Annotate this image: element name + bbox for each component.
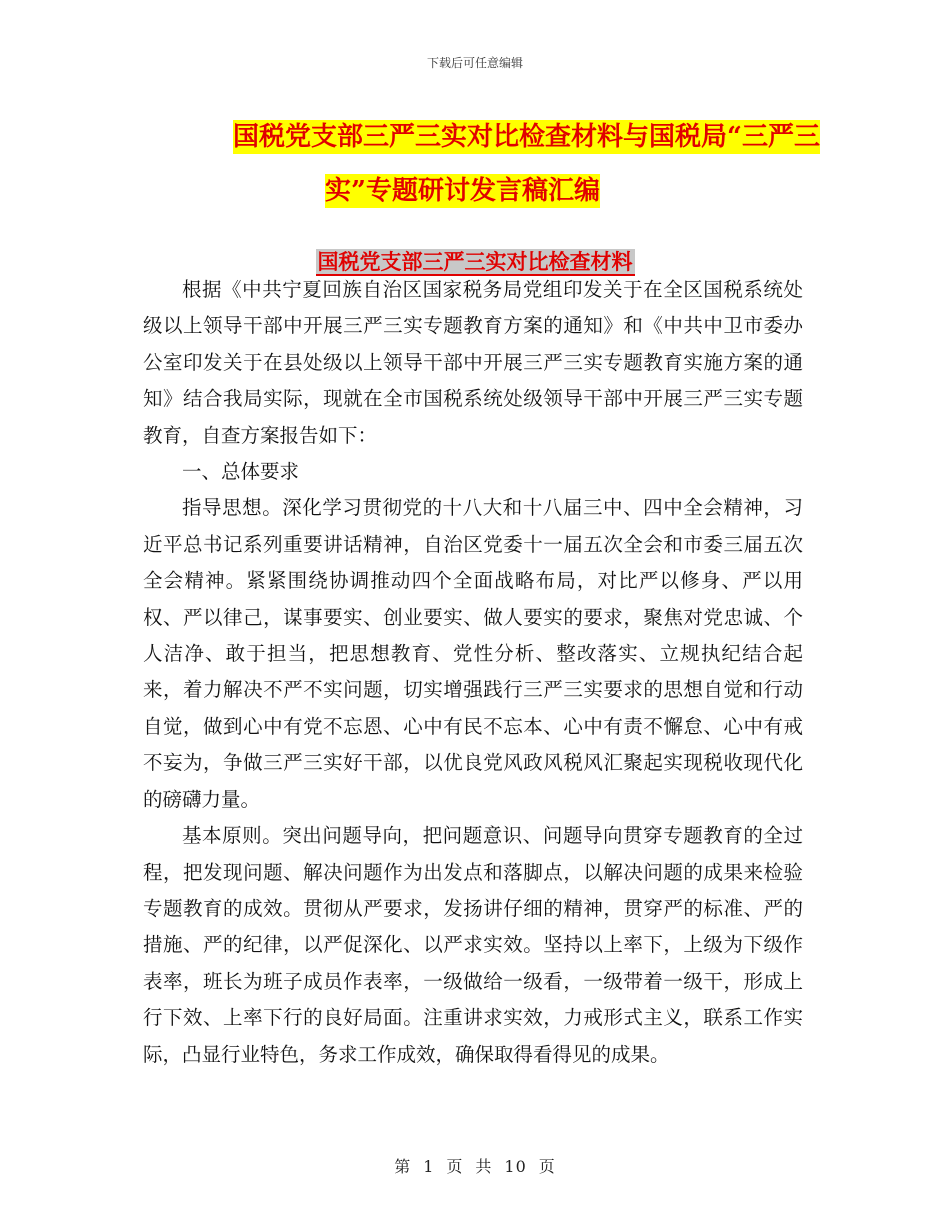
header-note: 下载后可任意编辑 xyxy=(426,56,523,70)
footer-page-word: 页 xyxy=(446,1157,464,1176)
title-line-2-text: 实”专题研讨发言稿汇编 xyxy=(325,176,600,206)
page-footer xyxy=(0,1154,950,1177)
section-title-text: 国税党支部三严三实对比检查材料 xyxy=(317,249,633,274)
heading-overall-requirements: 一、总体要求 xyxy=(182,460,300,484)
page-total: 10 xyxy=(504,1157,527,1176)
footer-total-word: 共 xyxy=(475,1157,493,1176)
page-number: 1 xyxy=(423,1157,435,1176)
body-text xyxy=(143,272,803,1073)
footer-suffix: 页 xyxy=(538,1157,556,1176)
title-line-1-text: 国税党支部三严三实对比检查材料与国税局“三严三 xyxy=(233,122,820,152)
document-title xyxy=(140,110,820,218)
title-line-1 xyxy=(140,110,820,164)
footer-prefix: 第 xyxy=(394,1157,412,1176)
paragraph-intro: 根据《中共宁夏回族自治区国家税务局党组印发关于在全区国税系统处级以上领导干部中开展三严三实专题教育方案的通知》和《中共中卫市委办公室印发关于在县处级以上领导干部中开展三严三实专题教育实施方案的通知》结合我局实际，现就在全市国税系统处级领导干部中开展三严三实专题教育，自查方案报告如下： xyxy=(143,278,803,447)
paragraph-guiding-thought: 指导思想。深化学习贯彻党的十八大和十八届三中、四中全会精神，习近平总书记系列重要讲话精神，自治区党委十一届五次全会和市委三届五次全会精神。紧紧围绕协调推动四个全面战略布局，对比严以修身、严以用权、严以律己，谋事要实、创业要实、做人要实的要求，聚焦对党忠诚、个人洁净、敢于担当，把思想教育、党性分析、整改落实、立规执纪结合起来，着力解决不严不实问题，切实增强践行三严三实要求的思想自觉和行动自觉，做到心中有党不忘恩、心中有民不忘本、心中有责不懈怠、心中有戒不妄为，争做三严三实好干部，以优良党风政风税风汇聚起实现税收现代化的磅礴力量。 xyxy=(143,496,803,811)
paragraph-basic-principles: 基本原则。突出问题导向，把问题意识、问题导向贯穿专题教育的全过程，把发现问题、解决问题作为出发点和落脚点，以解决问题的成果来检验专题教育的成效。贯彻从严要求，发扬讲仔细的精神，贯穿严的标准、严的措施、严的纪律，以严促深化、以严求实效。坚持以上率下，上级为下级作表率，班长为班子成员作表率，一级做给一级看，一级带着一级干，形成上行下效、上率下行的良好局面。注重讲求实效，力戒形式主义，联系工作实际，凸显行业特色，务求工作成效，确保取得看得见的成果。 xyxy=(143,824,803,1066)
title-line-2 xyxy=(140,164,820,218)
